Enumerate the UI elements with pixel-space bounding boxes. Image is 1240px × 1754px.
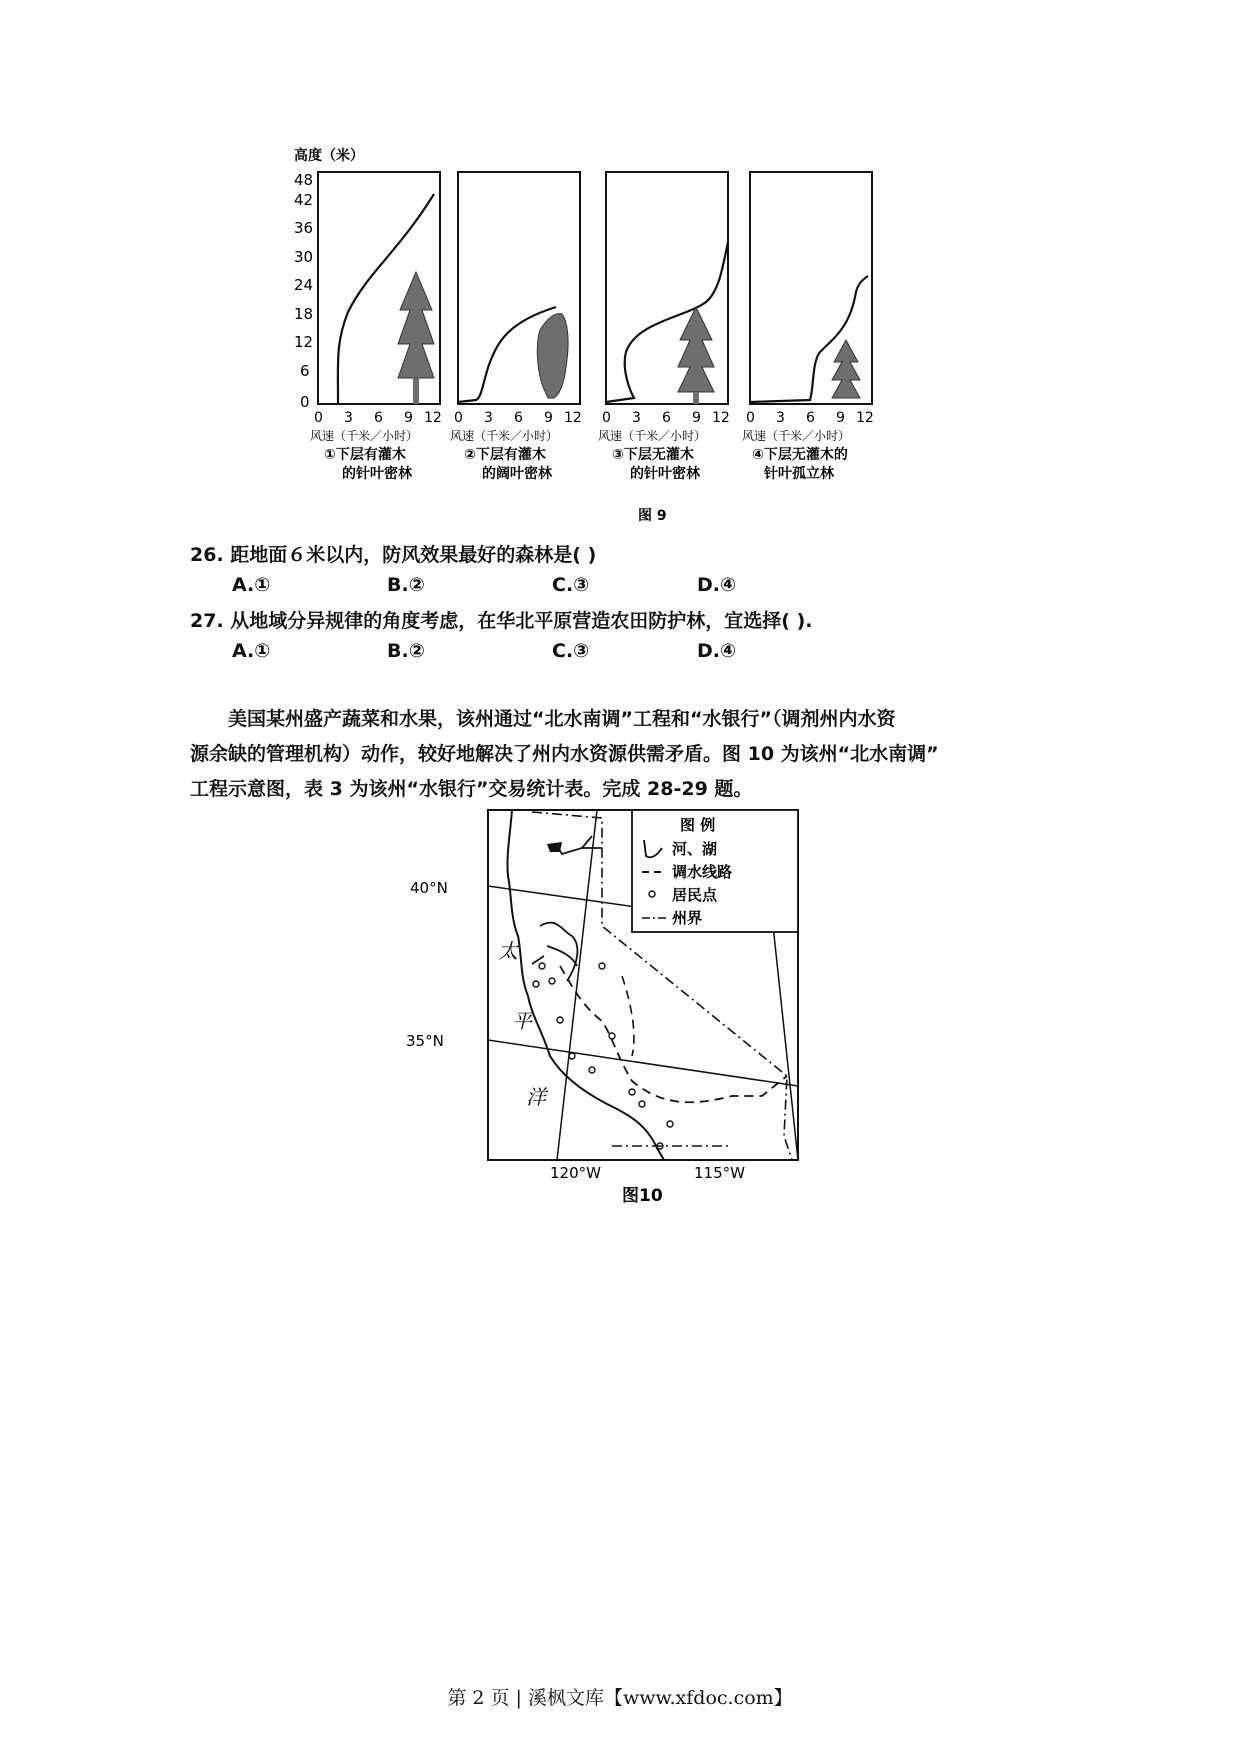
ocean-label-1: 太 — [498, 939, 518, 963]
fig9-xtick: 12 — [712, 410, 730, 426]
figure-10-water-transfer-map — [406, 806, 812, 1206]
fig9-ytick: 0 — [300, 393, 310, 411]
fig9-panel-label-1: ②下层有灌木 — [464, 447, 546, 463]
fig9-panel-label-1: ③下层无灌木 — [612, 447, 694, 463]
option-d: D.④ — [697, 574, 737, 596]
fig10-caption: 图10 — [622, 1186, 663, 1206]
fig9-xtick: 6 — [374, 410, 383, 426]
option-d: D.④ — [697, 640, 737, 662]
fig9-xtick: 0 — [602, 410, 611, 426]
fig9-xtick: 9 — [544, 410, 553, 426]
fig9-xtick: 12 — [564, 410, 582, 426]
fig9-panel-label-2: 的针叶密林 — [342, 466, 412, 482]
legend-title: 图 例 — [680, 816, 716, 834]
fig9-panel-label-2: 的阔叶密林 — [482, 466, 552, 482]
fig9-xlabel: 风速（千米／小时） — [310, 429, 419, 443]
option-c: C.③ — [552, 574, 590, 596]
settlement-icons — [533, 963, 673, 1149]
fig9-xtick: 6 — [514, 410, 523, 426]
fig9-panel-1 — [310, 172, 442, 482]
fig9-xtick: 9 — [836, 410, 845, 426]
figure-9-wind-profiles — [294, 148, 938, 527]
fig9-ylabel: 高度（米） — [294, 148, 364, 164]
fig9-xtick: 0 — [454, 410, 463, 426]
fig9-ytick: 18 — [294, 305, 314, 323]
fig9-xlabel: 风速（千米／小时） — [598, 429, 707, 443]
fig9-panel-label-1: ①下层有灌木 — [324, 447, 406, 463]
conifer-tree-icon — [398, 272, 434, 378]
fig9-panel-3 — [598, 172, 730, 482]
fig9-ytick: 48 — [294, 171, 314, 189]
fig9-xtick: 12 — [424, 410, 442, 426]
fig9-xlabel: 风速（千米／小时） — [742, 429, 851, 443]
legend-item-boundary: 州界 — [672, 909, 703, 927]
lake-icon — [547, 842, 562, 852]
ocean-label-2: 平 — [512, 1009, 532, 1033]
fig9-ytick: 30 — [294, 248, 314, 266]
fig9-panel-label-1: ④下层无灌木的 — [752, 447, 848, 463]
fig9-ytick: 12 — [294, 333, 314, 351]
fig9-xtick: 9 — [404, 410, 413, 426]
fig9-xtick: 6 — [806, 410, 815, 426]
legend-item-river: 河、湖 — [672, 840, 718, 858]
fig9-yticks — [294, 171, 313, 411]
passage-line-1: 美国某州盛产蔬菜和水果，该州通过“北水南调”工程和“水银行”（调剂州内水资 — [228, 708, 896, 730]
option-b: B.② — [387, 574, 425, 596]
fig9-caption: 图 9 — [638, 508, 667, 524]
fig9-xtick: 12 — [856, 410, 874, 426]
fig9-ytick: 6 — [300, 362, 310, 380]
legend-item-route: 调水线路 — [672, 863, 733, 881]
fig9-xtick: 0 — [314, 410, 323, 426]
fig9-xtick: 3 — [776, 410, 785, 426]
fig9-panel-label-2: 针叶孤立林 — [764, 466, 834, 482]
fig9-ytick: 42 — [294, 191, 314, 209]
fig9-xlabel: 风速（千米／小时） — [450, 429, 559, 443]
option-c: C.③ — [552, 640, 590, 662]
ocean-label-3: 洋 — [526, 1085, 546, 1109]
fig9-xtick: 3 — [344, 410, 353, 426]
legend-item-settlement: 居民点 — [672, 886, 718, 904]
option-a: A.① — [232, 640, 271, 662]
fig9-ytick: 36 — [294, 219, 314, 237]
fig9-xtick: 3 — [632, 410, 641, 426]
water-transfer-route — [560, 966, 787, 1102]
question-26: 26. 距地面６米以内，防风效果最好的森林是( ) — [190, 544, 597, 566]
conifer-tree-icon — [678, 307, 714, 392]
page-footer: 第 2 页 | 溪枫文库【www.xfdoc.com】 — [447, 1687, 793, 1709]
fig9-xtick: 0 — [746, 410, 755, 426]
passage — [190, 702, 1050, 807]
lon-115-label: 115°W — [694, 1164, 745, 1182]
passage-line-3: 工程示意图，表 3 为该州“水银行”交易统计表。完成 28-29 题。 — [190, 778, 753, 800]
passage-line-2: 源余缺的管理机构）动作，较好地解决了州内水资源供需矛盾。图 10 为该州“北水南调” — [190, 743, 939, 765]
fig9-xtick: 6 — [662, 410, 671, 426]
lon-120-label: 120°W — [550, 1164, 601, 1182]
question-27: 27. 从地域分异规律的角度考虑，在华北平原营造农田防护林，宜选择( ). — [190, 610, 813, 632]
fig9-ytick: 24 — [294, 276, 314, 294]
option-b: B.② — [387, 640, 425, 662]
option-a: A.① — [232, 574, 271, 596]
conifer-tree-icon — [832, 340, 860, 398]
fig9-xtick: 9 — [692, 410, 701, 426]
fig9-panel-label-2: 的针叶密林 — [630, 466, 700, 482]
lat-35-label: 35°N — [406, 1032, 444, 1050]
fig9-panel-2 — [450, 172, 582, 482]
lat-40-label: 40°N — [410, 879, 448, 897]
fig9-xtick: 3 — [484, 410, 493, 426]
fig9-panel-4 — [742, 172, 874, 482]
broadleaf-tree-icon — [537, 314, 568, 398]
